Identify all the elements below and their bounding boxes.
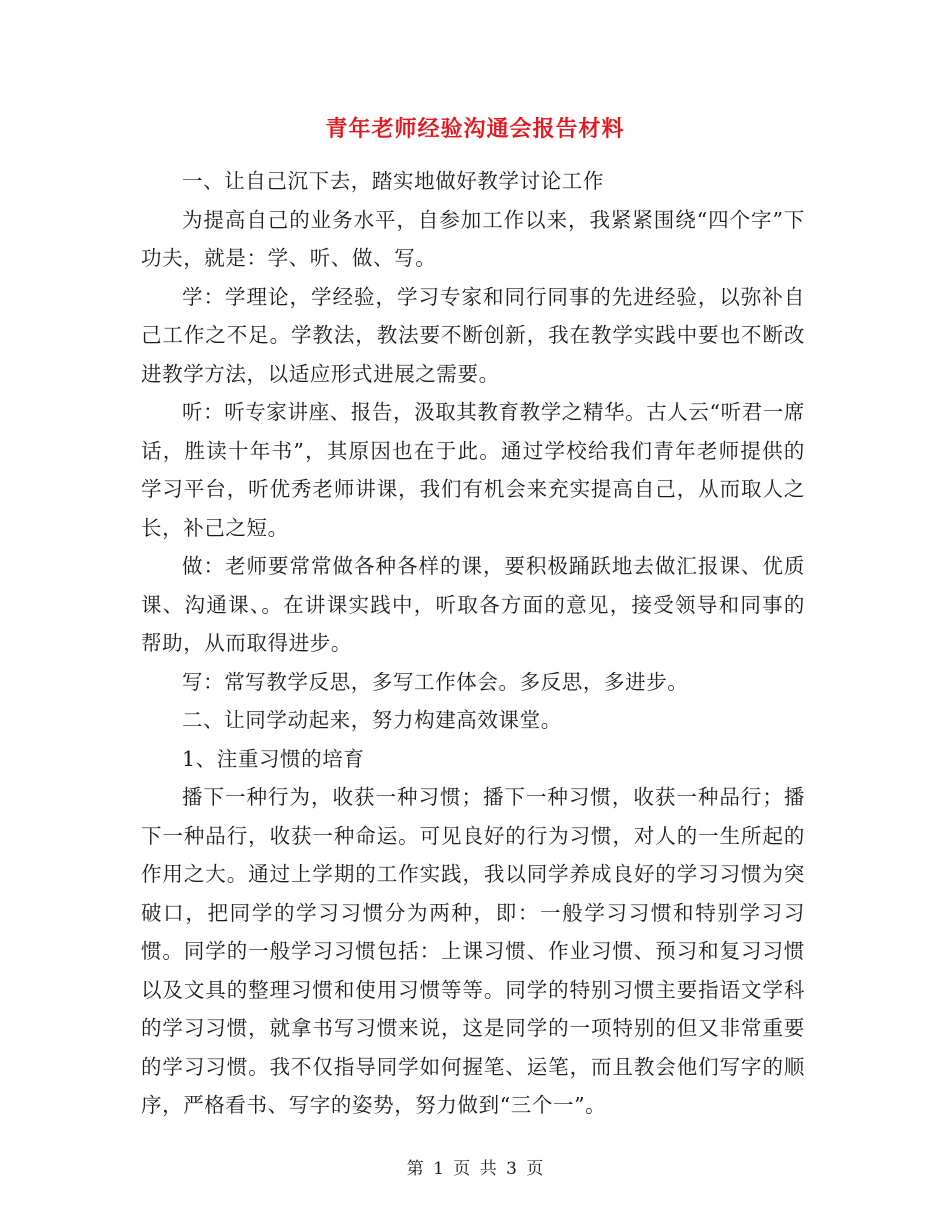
document-body	[141, 162, 805, 1125]
page-footer: 第 1 页 共 3 页	[406, 1159, 544, 1179]
paragraph-four-words: 为提高自己的业务水平，自参加工作以来，我紧紧围绕“四个字”下功夫，就是：学、听、做、写。	[141, 207, 805, 270]
paragraph-listen: 听：听专家讲座、报告，汲取其教育教学之精华。古人云“听君一席话，胜读十年书”，其原因也在于此。通过学校给我们青年老师提供的学习平台，听优秀老师讲课，我们有机会来充实提高自己，从而取人之长，补己之短。	[141, 400, 805, 540]
paragraph-do: 做：老师要常常做各种各样的课，要积极踊跃地去做汇报课、优质课、沟通课、。在讲课实践中，听取各方面的意见，接受领导和同事的帮助，从而取得进步。	[141, 554, 805, 655]
paragraph-habits: 播下一种行为，收获一种习惯；播下一种习惯，收获一种品行；播下一种品行，收获一种命运。可见良好的行为习惯，对人的一生所起的作用之大。通过上学期的工作实践，我以同学养成良好的学习习惯为突破口，把同学的学习习惯分为两种，即：一般学习习惯和特别学习习惯。同学的一般学习习惯包括：上课习惯、作业习惯、预习和复习习惯以及文具的整理习惯和使用习惯等等。同学的特别习惯主要指语文学科的学习习惯，就拿书写习惯来说，这是同学的一项特别的但又非常重要的学习习惯。我不仅指导同学如何握笔、运笔，而且教会他们写字的顺序，严格看书、写字的姿势，努力做到“三个一”。	[141, 785, 805, 1117]
document-title: 青年老师经验沟通会报告材料	[325, 116, 625, 142]
paragraph-subheading-habits: 1、注重习惯的培育	[182, 746, 365, 771]
paragraph-section-2-heading: 二、让同学动起来，努力构建高效课堂。	[182, 708, 562, 732]
paragraph-write: 写：常写教学反思，多写工作体会。多反思，多进步。	[182, 669, 689, 694]
paragraph-learn: 学：学理论，学经验，学习专家和同行同事的先进经验，以弥补自己工作之不足。学教法，教法要不断创新，我在教学实践中要也不断改进教学方法，以适应形式进展之需要。	[141, 284, 805, 386]
paragraph-section-1-heading: 一、让自己沉下去，踏实地做好教学讨论工作	[182, 169, 604, 193]
